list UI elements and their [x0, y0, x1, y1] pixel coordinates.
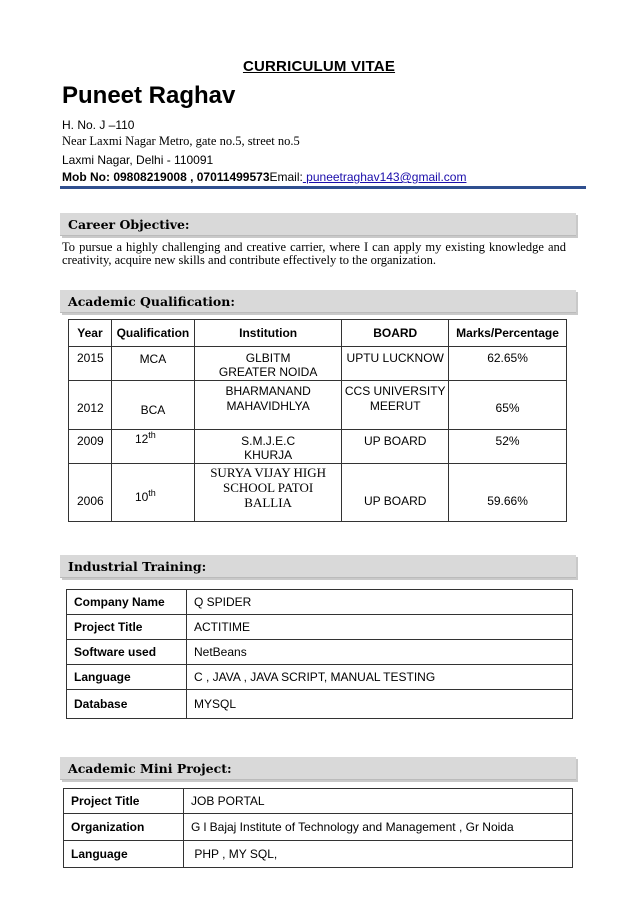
- institution-cell: S.M.J.E.C KHURJA: [194, 430, 341, 464]
- board-cell: CCS UNIVERSITY MEERUT: [342, 381, 449, 430]
- industrial-training-heading: [60, 555, 576, 578]
- address-line-1: H. No. J –110: [62, 118, 135, 132]
- institution-cell: GLBITM GREATER NOIDA: [194, 347, 341, 381]
- table-row: Company Name Q SPIDER: [67, 590, 573, 615]
- section-title: Industrial Training:: [68, 559, 207, 574]
- board-cell: UP BOARD: [342, 430, 449, 464]
- mob-label: Mob No:: [62, 170, 110, 184]
- qualification-cell: 10th: [111, 464, 194, 522]
- table-row: Language C , JAVA , JAVA SCRIPT, MANUAL TESTING: [67, 665, 573, 690]
- marks-cell: 59.66%: [449, 464, 567, 522]
- column-header: Marks/Percentage: [449, 320, 567, 347]
- address-line-2: Near Laxmi Nagar Metro, gate no.5, street no.5: [62, 134, 300, 148]
- section-title: Academic Qualification:: [68, 294, 235, 309]
- table-row: [69, 464, 567, 522]
- table-row: Project Title JOB PORTAL: [64, 789, 573, 814]
- qualification-cell: 12th: [111, 430, 194, 464]
- section-title: Career Objective:: [68, 217, 190, 232]
- academic-qualification-heading: [60, 290, 576, 313]
- year-cell: 2015: [69, 347, 112, 381]
- address-line-3: Laxmi Nagar, Delhi - 110091: [62, 153, 214, 167]
- table-row: Database MYSQL: [67, 690, 573, 719]
- qualification-cell: BCA: [111, 381, 194, 430]
- table-row: [69, 381, 567, 430]
- year-cell: 2009: [69, 430, 112, 464]
- table-row: Software used NetBeans: [67, 640, 573, 665]
- marks-cell: 52%: [449, 430, 567, 464]
- table-header-row: [69, 320, 567, 347]
- table-row: [69, 347, 567, 381]
- year-cell: 2012: [69, 381, 112, 430]
- email-link[interactable]: puneetraghav143@gmail.com: [302, 170, 467, 184]
- institution-cell: SURYA VIJAY HIGH SCHOOL PATOI BALLIA: [194, 464, 341, 522]
- header-divider: [60, 186, 586, 189]
- board-cell: UPTU LUCKNOW: [342, 347, 449, 381]
- mini-project-table: [63, 788, 573, 868]
- table-row: Organization G l Bajaj Institute of Technology and Management , Gr Noida: [64, 814, 573, 841]
- column-header: Year: [69, 320, 112, 347]
- marks-cell: 62.65%: [449, 347, 567, 381]
- candidate-name: Puneet Raghav: [62, 82, 236, 109]
- training-table: [66, 589, 573, 719]
- qualification-cell: MCA: [111, 347, 194, 381]
- contact-line: [62, 170, 466, 184]
- email-label: Email:: [269, 170, 303, 184]
- mini-project-heading: [60, 757, 576, 780]
- institution-cell: BHARMANAND MAHAVIDHLYA: [194, 381, 341, 430]
- mob-value: 09808219008 , 07011499573: [113, 170, 270, 184]
- academic-table: [68, 319, 567, 522]
- column-header: Institution: [194, 320, 341, 347]
- marks-cell: 65%: [449, 381, 567, 430]
- column-header: Qualification: [111, 320, 194, 347]
- document-title: CURRICULUM VITAE: [242, 58, 396, 75]
- career-objective-heading: [60, 213, 576, 236]
- column-header: BOARD: [342, 320, 449, 347]
- table-row: Project Title ACTITIME: [67, 615, 573, 640]
- year-cell: 2006: [69, 464, 112, 522]
- board-cell: UP BOARD: [342, 464, 449, 522]
- career-objective-text: To pursue a highly challenging and creative carrier, where I can apply my existing knowledge and creativity, acquire new skills and contribute effectively to the organization.: [62, 240, 566, 267]
- section-title: Academic Mini Project:: [68, 761, 232, 776]
- table-row: [69, 430, 567, 464]
- table-row: Language PHP , MY SQL,: [64, 841, 573, 868]
